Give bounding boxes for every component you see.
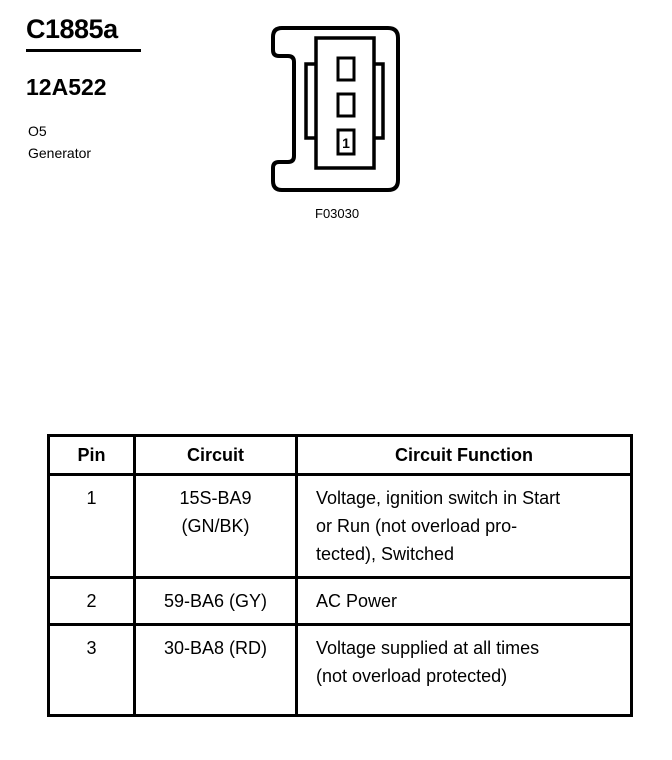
function-cell: AC Power (297, 578, 632, 625)
pin-cavity-3 (338, 58, 354, 80)
header-circuit: Circuit (135, 436, 297, 475)
circuit-cell: 30-BA8 (RD) (135, 625, 297, 716)
header-circuit-function: Circuit Function (297, 436, 632, 475)
function-cell: Voltage supplied at all times (not overload protected) (297, 625, 632, 716)
table-header-row (49, 436, 632, 475)
function-cell: Voltage, ignition switch in Start or Run (not overload pro- tected), Switched (297, 475, 632, 578)
circuit-cell: 15S-BA9 (GN/BK) (135, 475, 297, 578)
table-row (49, 625, 632, 716)
connector-id: C1885a (26, 14, 141, 52)
connector-housing (273, 28, 398, 190)
pin-cell: 3 (49, 625, 135, 716)
table-row (49, 475, 632, 578)
figure-id: F03030 (315, 206, 360, 221)
pin-table (47, 434, 633, 717)
location-code: O5 (28, 123, 47, 139)
pin-cell: 2 (49, 578, 135, 625)
pin-1-label: 1 (342, 135, 350, 151)
circuit-cell: 59-BA6 (GY) (135, 578, 297, 625)
pin-cavity-2 (338, 94, 354, 116)
connector-face-diagram (270, 24, 406, 194)
pin-cell: 1 (49, 475, 135, 578)
header-pin: Pin (49, 436, 135, 475)
part-number: 12A522 (26, 74, 107, 100)
component-name: Generator (28, 145, 92, 161)
table-row (49, 578, 632, 625)
